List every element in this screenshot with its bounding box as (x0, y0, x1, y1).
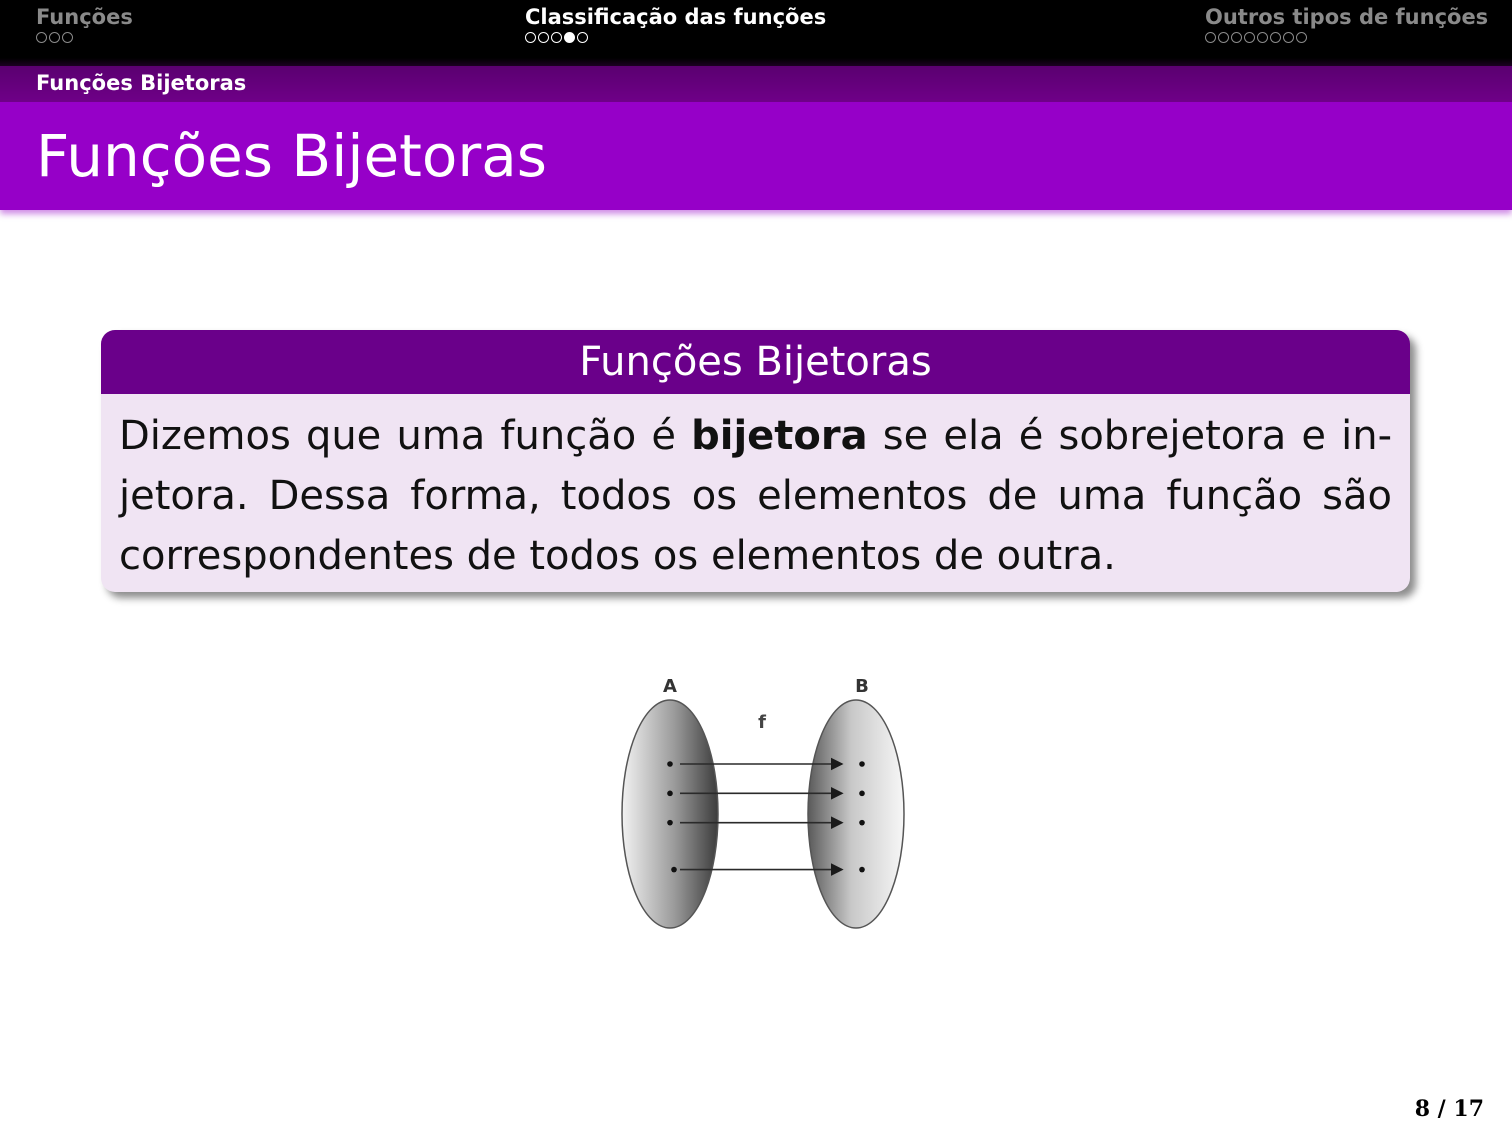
nav-slide-dot[interactable] (1218, 32, 1229, 43)
set-a-element (667, 791, 673, 797)
definition-text-end: se ela é sobrejetora e injetora. Dessa forma, todos os elementos de uma função são correspondentes de todos os elementos de outra. (119, 413, 1393, 579)
nav-slide-dot[interactable] (551, 32, 562, 43)
nav-section-outros-tipos[interactable] (1205, 4, 1488, 43)
nav-slide-dot[interactable] (1283, 32, 1294, 43)
nav-slide-dot[interactable] (525, 32, 536, 43)
definition-text-start: Dizemos que uma função é (119, 413, 692, 459)
set-b-ellipse (808, 700, 904, 928)
set-a-element (667, 761, 673, 767)
nav-slide-dots (525, 32, 826, 43)
section-navigation (0, 0, 1512, 66)
nav-slide-dot[interactable] (1231, 32, 1242, 43)
definition-block-title: Funções Bijetoras (579, 339, 932, 385)
nav-slide-dot[interactable] (62, 32, 73, 43)
set-a-element (667, 820, 673, 826)
frame-title: Funções Bijetoras (36, 122, 547, 190)
nav-slide-dot[interactable] (1296, 32, 1307, 43)
set-b-label: B (855, 676, 869, 697)
nav-slide-dot[interactable] (1270, 32, 1281, 43)
nav-section-title[interactable]: Outros tipos de funções (1205, 5, 1489, 29)
definition-block (101, 330, 1410, 592)
subsection-title[interactable]: Funções Bijetoras (36, 71, 247, 95)
nav-slide-dot[interactable] (564, 32, 575, 43)
nav-slide-dot[interactable] (577, 32, 588, 43)
nav-section-classificacao[interactable] (525, 4, 826, 43)
set-a-ellipse (622, 700, 718, 928)
set-b-element (859, 761, 865, 767)
set-b-element (859, 867, 865, 873)
nav-section-title[interactable]: Funções (36, 5, 133, 29)
nav-slide-dot[interactable] (1244, 32, 1255, 43)
nav-slide-dot[interactable] (49, 32, 60, 43)
nav-slide-dot[interactable] (538, 32, 549, 43)
nav-slide-dot[interactable] (1257, 32, 1268, 43)
definition-term: bijetora (691, 413, 868, 459)
page-number: 8 / 17 (1414, 1096, 1484, 1122)
set-b-element (859, 820, 865, 826)
set-b-element (859, 791, 865, 797)
bijection-diagram (616, 670, 910, 936)
nav-section-funcoes[interactable] (36, 4, 133, 43)
nav-slide-dot[interactable] (36, 32, 47, 43)
function-label: f (758, 712, 766, 733)
nav-slide-dots (1205, 32, 1488, 43)
definition-block-header (101, 330, 1410, 394)
nav-section-title[interactable]: Classificação das funções (525, 5, 827, 29)
set-a-label: A (663, 676, 677, 697)
set-a-element (671, 867, 677, 873)
definition-block-body (101, 394, 1410, 586)
nav-slide-dots (36, 32, 133, 43)
frame-title-bar (0, 102, 1512, 210)
subsection-bar (0, 66, 1512, 102)
nav-slide-dot[interactable] (1205, 32, 1216, 43)
